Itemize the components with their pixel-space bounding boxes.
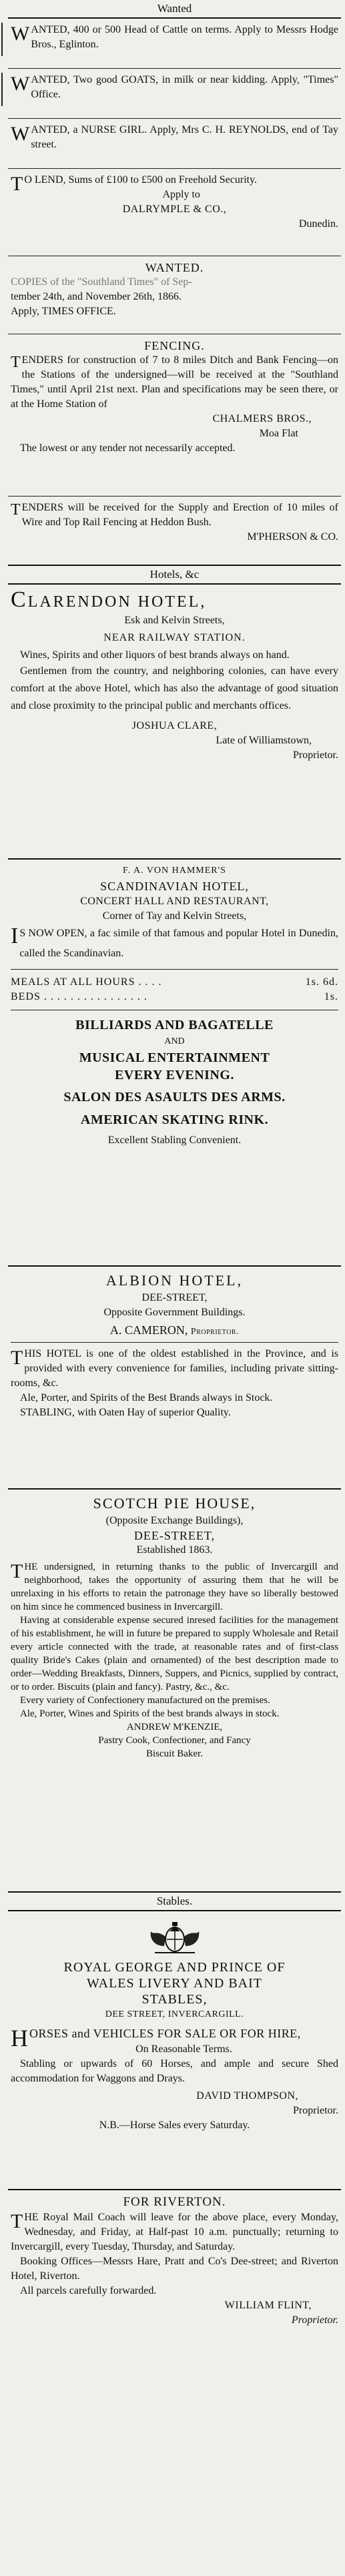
and-word: AND (164, 1036, 185, 1046)
section-heading-wanted: Wanted (157, 2, 192, 15)
divider (11, 1342, 338, 1343)
ad-body: ANTED, a NURSE GIRL. Apply, Mrs C. H. REYNOLDS, end of Tay street. (31, 124, 338, 150)
proprietor-late: Late of Williamstown, (216, 735, 312, 746)
stables-heading: ORSES and VEHICLES FOR SALE OR FOR HIRE, (29, 2027, 301, 2040)
shop-p4: Ale, Porter, Wines and Spirits of the best brands always in stock. (20, 1708, 280, 1719)
margin-bar (1, 73, 3, 106)
stables-terms: On Reasonable Terms. (135, 2043, 232, 2055)
ad-title: FENCING. (144, 339, 205, 352)
margin-bar (1, 23, 3, 56)
coach-title: FOR RIVERTON. (123, 2195, 226, 2209)
price-label: BEDS . . . . . . . . . . . . . . . . (11, 991, 147, 1002)
ad-body: ENDERS will be received for the Supply and Erection of 10 miles of Wire and Top Rail Fencing at Heddon Bush. (21, 502, 338, 528)
ad-place: Dunedin. (298, 218, 338, 230)
ad-firm: CHALMERS BROS., (212, 413, 312, 424)
proprietor-role: Proprietor. (291, 2314, 338, 2326)
proprietor-role: Pastry Cook, Confectioner, and Fancy (98, 1735, 251, 1746)
hotel-body: HIS HOTEL is one of the oldest established in the Province, and is provided with every convenience for families, including private sitting-rooms, &c. (11, 1348, 338, 1389)
ad-wanted-nurse (8, 119, 341, 168)
coach-body: HE Royal Mail Coach will leave for the above place, every Monday, Wednesday, and Friday, at Half-past 10 a.m. punctually; returning to Invercargill, every Tuesday, Thursday, and Saturday. (11, 2212, 338, 2252)
ad-apply: Apply to (162, 189, 200, 200)
proprietor-name: WILLIAM FLINT, (224, 2300, 312, 2311)
stables-title: WALES LIVERY AND BAIT (86, 1976, 263, 1991)
drop-cap: T (11, 1560, 23, 1582)
ad-wanted-goats (8, 69, 341, 118)
hotel-sub: CONCERT HALL AND RESTAURANT, (80, 896, 269, 907)
ad-scandinavian-hotel (8, 860, 341, 1265)
ad-to-lend (8, 169, 341, 256)
coach-p2: Booking Offices—Messrs Hare, Pratt and Co's Dee-street; and Riverton Hotel, Riverton. (11, 2256, 338, 2282)
drop-cap: T (11, 1347, 23, 1369)
hotel-title (11, 589, 338, 613)
stables-title: STABLES, (141, 1992, 208, 2007)
hotel-owner: F. A. VON HAMMER'S (123, 866, 226, 876)
ad-body: ENDERS for construction of 7 to 8 miles Ditch and Bank Fencing—on the Stations of the undersigned—will be received at the "Southland Times," until April 21st next. Plan and specifications may be seen there, or at the Home Station of (11, 354, 338, 410)
proprietor-name: A. CAMERON, (109, 1323, 188, 1337)
hotel-near: NEAR RAILWAY STATION. (103, 632, 246, 643)
ad-line: tember 24th, and November 26th, 1866. (11, 291, 182, 302)
section-heading-stables: Stables. (156, 1895, 193, 1907)
royal-coat-of-arms-icon (141, 1917, 208, 1958)
price-row-meals (11, 975, 338, 990)
salon-heading: SALON DES ASAULTS DES ARMS. (63, 1090, 286, 1104)
ad-title: WANTED. (145, 261, 204, 274)
musical-heading: MUSICAL ENTERTAINMENT (79, 1050, 270, 1065)
coach-p3: All parcels carefully forwarded. (20, 2285, 157, 2296)
drop-cap: W (11, 23, 30, 45)
shop-street: DEE-STREET, (133, 1529, 216, 1542)
stabling-line: Excellent Stabling Convenient. (107, 1135, 242, 1146)
ad-wanted-copies (8, 256, 341, 334)
ad-place: Moa Flat (259, 428, 298, 439)
proprietor-role: Biscuit Baker. (146, 1748, 203, 1759)
stables-street: DEE STREET, INVERCARGILL. (105, 2009, 244, 2019)
skating-heading: AMERICAN SKATING RINK. (80, 1112, 269, 1127)
hotel-street: DEE-STREET, (141, 1292, 208, 1303)
every-evening: EVERY EVENING. (115, 1068, 234, 1082)
ad-line: COPIES of the "Southland Times" of Sep- (11, 276, 192, 288)
section-heading-hotels: Hotels, &c (149, 568, 200, 581)
drop-cap: C (11, 587, 28, 612)
ad-scotch-pie-house (8, 1490, 341, 1891)
ad-line: Apply, TIMES OFFICE. (11, 306, 116, 317)
price-row-beds (11, 990, 338, 1004)
ad-note: The lowest or any tender not necessarily accepted. (20, 442, 236, 454)
drop-cap: W (11, 123, 30, 145)
hotel-p3: STABLING, with Oaten Hay of superior Quality. (20, 1407, 231, 1418)
ad-body: O LEND, Sums of £100 to £500 on Freehold Security. (24, 174, 258, 186)
shop-est: Established 1863. (136, 1544, 213, 1556)
drop-cap: I (11, 924, 19, 948)
price-label: MEALS AT ALL HOURS . . . . (11, 976, 162, 988)
drop-cap: T (11, 173, 23, 195)
hotel-title: ALBION HOTEL, (105, 1272, 244, 1289)
ad-body: ANTED, Two good GOATS, in milk or near kidding. Apply, "Times" Office. (31, 74, 338, 100)
ad-body: ANTED, 400 or 500 Head of Cattle on terms. Apply to Messrs Hodge Bros., Eglinton. (31, 24, 338, 50)
hotel-body: S NOW OPEN, a fac simile of that famous and popular Hotel in Dunedin, called the Scandinavian. (19, 928, 338, 959)
hotel-opposite: Opposite Government Buildings. (103, 1307, 246, 1318)
ad-clarendon-hotel (8, 585, 341, 858)
stables-body: Stabling or upwards of 60 Horses, and ample and secure Shed accommodation for Waggons and Drays. (11, 2058, 338, 2084)
divider (11, 969, 338, 970)
stables-nb: N.B.—Horse Sales every Saturday. (99, 2120, 250, 2131)
proprietor-name: DAVID THOMPSON, (196, 2090, 298, 2102)
hotel-p2: Gentlemen from the country, and neighboring colonies, can have every comfort at the above Hotel, which has also the advantage of good situation and close proximity to the principal public and merchants offices. (11, 665, 338, 711)
proprietor-role: Proprietor. (190, 1327, 240, 1337)
hotel-p1: Wines, Spirits and other liquors of best brands always on hand. (20, 649, 290, 661)
shop-body: HE undersigned, in returning thanks to the public of Invercargill and neighborhood, takes the opportunity of assuring them that he will be unrelaxing in his efforts to retain the patronage they have so liberally bestowed on him since he commenced business in Invercargill. (11, 1562, 338, 1612)
shop-opposite: (Opposite Exchange Buildings), (105, 1515, 244, 1526)
ad-albion-hotel (8, 1267, 341, 1488)
ad-agent: DALRYMPLE & CO., (122, 204, 227, 215)
price-value: 1s. (324, 991, 338, 1002)
shop-title: SCOTCH PIE HOUSE, (93, 1495, 256, 1512)
ad-royal-george-stables (8, 1911, 341, 2189)
proprietor-role: Proprietor. (293, 2105, 338, 2116)
drop-cap: T (11, 2210, 23, 2232)
ad-wanted-cattle (8, 19, 341, 68)
proprietor-line (11, 1323, 338, 1339)
ad-tenders-wire (8, 497, 341, 565)
ad-firm: M'PHERSON & CO. (247, 531, 338, 543)
proprietor-name: ANDREW M'KENZIE, (126, 1722, 223, 1732)
shop-p2: Having at considerable expense secured inresed facilities for the management of his establishment, he will in future be prepared to supply Wholesale and Retail every article connected with the trade, at reasonable rates and of first-class quality Bride's Cakes (plain and ornamented) of the best description made to order—Wedding Breakfasts, Dinners, Suppers, and Picnics, supplied by contract, or to order. Biscuits (plain and fancy). Pastry, &c., &c. (11, 1615, 338, 1692)
hotel-name: LARENDON HOTEL, (27, 593, 207, 611)
proprietor-role: Proprietor. (293, 749, 338, 761)
hotel-streets: Esk and Kelvin Streets, (124, 615, 225, 626)
hotel-title: SCANDINAVIAN HOTEL, (100, 880, 249, 893)
drop-cap: W (11, 73, 30, 95)
hotel-p2: Ale, Porter, and Spirits of the Best Brands always in Stock. (20, 1392, 273, 1403)
hotel-corner: Corner of Tay and Kelvin Streets, (102, 910, 247, 922)
drop-cap: H (11, 2025, 28, 2051)
drop-cap: T (11, 354, 21, 371)
proprietor-name: JOSHUA CLARE, (131, 720, 218, 731)
billiards-heading: BILLIARDS AND BAGATELLE (75, 1018, 274, 1032)
shop-p3: Every variety of Confectionery manufactured on the premises. (20, 1695, 270, 1706)
ad-for-riverton (8, 2190, 341, 2341)
price-value: 1s. 6d. (305, 976, 338, 988)
drop-cap: T (11, 501, 21, 519)
ad-fencing (8, 334, 341, 496)
stables-title: ROYAL GEORGE AND PRINCE OF (63, 1960, 286, 1975)
